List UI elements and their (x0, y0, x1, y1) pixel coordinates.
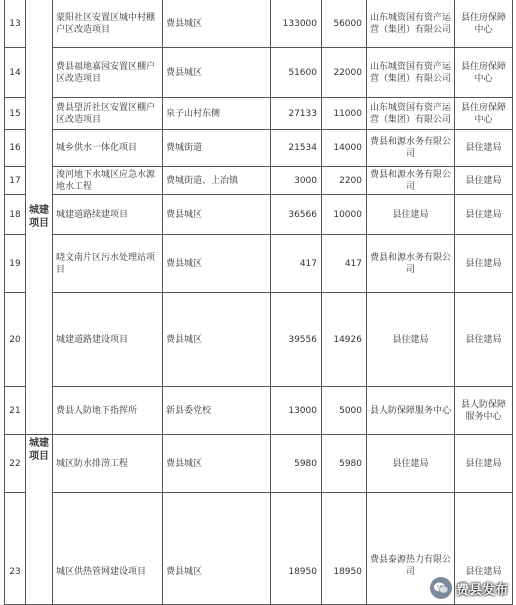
total-investment: 3000 (271, 167, 322, 195)
project-table (4, 0, 513, 605)
project-name: 城建道路续建项目 (53, 195, 163, 235)
row-number: 20 (5, 293, 26, 387)
project-location: 费县城区 (163, 48, 271, 98)
owner-unit: 山东城资国有资产运营（集团）有限公司 (367, 0, 455, 48)
total-investment: 417 (271, 235, 322, 293)
table-row (5, 235, 513, 293)
owner-unit: 县住建局 (367, 435, 455, 493)
responsible-dept: 县住房保障中心 (455, 98, 513, 130)
total-investment: 133000 (271, 0, 322, 48)
wechat-official-account-icon (430, 577, 452, 599)
annual-investment: 14000 (322, 130, 367, 167)
project-name: 蒙阳社区安置区城中村棚户区改造项目 (53, 0, 163, 48)
owner-unit: 县住建局 (367, 195, 455, 235)
table-row (5, 98, 513, 130)
project-name: 城区供热管网建设项目 (53, 493, 163, 605)
row-number: 21 (5, 387, 26, 435)
project-name: 城建道路建设项目 (53, 293, 163, 387)
table-row (5, 387, 513, 435)
table-row (5, 167, 513, 195)
responsible-dept: 县人防保障服务中心 (455, 387, 513, 435)
row-number: 23 (5, 493, 26, 605)
project-name: 城乡供水一体化项目 (53, 130, 163, 167)
responsible-dept: 县住房保障中心 (455, 48, 513, 98)
owner-unit: 费县和源水务有限公司 (367, 130, 455, 167)
total-investment: 27133 (271, 98, 322, 130)
owner-unit: 县住建局 (367, 293, 455, 387)
project-location: 费城街道、上冶镇 (163, 167, 271, 195)
responsible-dept: 县住建局 (455, 435, 513, 493)
responsible-dept: 县住建局 (455, 130, 513, 167)
annual-investment: 5980 (322, 435, 367, 493)
row-number: 14 (5, 48, 26, 98)
category-cell: 城建项目 (26, 0, 53, 435)
annual-investment: 22000 (322, 48, 367, 98)
owner-unit: 费县和源水务有限公司 (367, 235, 455, 293)
project-location: 费县城区 (163, 293, 271, 387)
total-investment: 13000 (271, 387, 322, 435)
responsible-dept: 县住建局 (455, 293, 513, 387)
owner-unit: 山东城资国有资产运营（集团）有限公司 (367, 48, 455, 98)
annual-investment: 56000 (322, 0, 367, 48)
table-row (5, 48, 513, 98)
responsible-dept: 县住建局 (455, 235, 513, 293)
owner-unit: 山东城资国有资产运营（集团）有限公司 (367, 98, 455, 130)
owner-unit: 费县泰源热力有限公司 (367, 493, 455, 605)
project-location: 费县城区 (163, 235, 271, 293)
responsible-dept: 县住建局 (455, 167, 513, 195)
total-investment: 36566 (271, 195, 322, 235)
row-number: 17 (5, 167, 26, 195)
project-location: 费县城区 (163, 0, 271, 48)
project-location: 费县城区 (163, 493, 271, 605)
project-location: 新县委党校 (163, 387, 271, 435)
project-location: 费城街道 (163, 130, 271, 167)
responsible-dept: 县住房保障中心 (455, 0, 513, 48)
table-row (5, 130, 513, 167)
annual-investment: 5000 (322, 387, 367, 435)
owner-unit: 费县和源水务有限公司 (367, 167, 455, 195)
total-investment: 5980 (271, 435, 322, 493)
owner-unit: 县人防保障服务中心 (367, 387, 455, 435)
project-name: 浚河地下水城区应急水源地水工程 (53, 167, 163, 195)
watermark (430, 577, 508, 599)
row-number: 16 (5, 130, 26, 167)
row-number: 22 (5, 435, 26, 493)
responsible-dept: 县住建局 (455, 493, 513, 605)
table-row (5, 0, 513, 48)
project-location: 费县城区 (163, 195, 271, 235)
row-number: 15 (5, 98, 26, 130)
table-row (5, 435, 513, 493)
annual-investment: 14926 (322, 293, 367, 387)
project-location: 费县城区 (163, 435, 271, 493)
row-number: 19 (5, 235, 26, 293)
total-investment: 51600 (271, 48, 322, 98)
annual-investment: 18950 (322, 493, 367, 605)
row-number: 13 (5, 0, 26, 48)
table-row (5, 195, 513, 235)
project-name: 费县福地嘉园安置区棚户区改造项目 (53, 48, 163, 98)
project-name: 费县望沂社区安置区棚户区改造项目 (53, 98, 163, 130)
annual-investment: 417 (322, 235, 367, 293)
total-investment: 39556 (271, 293, 322, 387)
total-investment: 18950 (271, 493, 322, 605)
table-row (5, 293, 513, 387)
project-location: 泉子山村东侧 (163, 98, 271, 130)
category-cell: 城建项目 (26, 435, 53, 605)
responsible-dept: 县住建局 (455, 195, 513, 235)
annual-investment: 10000 (322, 195, 367, 235)
annual-investment: 2200 (322, 167, 367, 195)
project-name: 城区防水排涝工程 (53, 435, 163, 493)
annual-investment: 11000 (322, 98, 367, 130)
project-name: 晓文南片区污水处理站项目 (53, 235, 163, 293)
watermark-text: 费县发布 (455, 582, 508, 598)
total-investment: 21534 (271, 130, 322, 167)
project-name: 费县人防地下指挥所 (53, 387, 163, 435)
row-number: 18 (5, 195, 26, 235)
